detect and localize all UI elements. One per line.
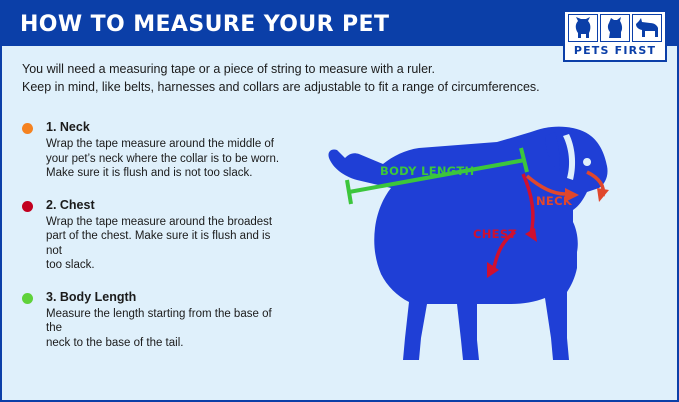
step-title: 3. Body Length — [46, 289, 137, 304]
step-desc-line: neck to the base of the tail. — [46, 336, 184, 349]
step-desc-line: too slack. — [46, 259, 95, 271]
intro-text — [22, 60, 642, 96]
step-title: 2. Chest — [46, 197, 95, 212]
step-bullet-body-length — [22, 293, 33, 304]
step-bullet-chest — [22, 201, 33, 212]
dog-diagram — [287, 102, 667, 392]
step-desc-line: Wrap the tape measure around the broadest — [46, 215, 273, 228]
step-bullet-neck — [22, 123, 33, 134]
cat-icon — [568, 14, 598, 42]
step-description — [46, 137, 280, 181]
step-desc-line: Wrap the tape measure around the middle of — [46, 138, 275, 150]
step-desc-line: your pet’s neck where the collar is to be worn. — [46, 152, 280, 165]
step-chest — [22, 198, 280, 273]
step-desc-line: Make sure it is flush and is not too slack. — [46, 167, 253, 179]
step-desc-line: part of the chest. Make sure it is flush and is not — [46, 230, 271, 257]
step-description — [46, 215, 280, 273]
step-body-length — [22, 290, 280, 351]
dog-standing-icon — [632, 14, 662, 42]
dog-sitting-icon — [600, 14, 630, 42]
label-neck: NECK — [536, 194, 573, 208]
brand-logo — [563, 10, 667, 62]
intro-line-2: Keep in mind, like belts, harnesses and collars are adjustable to fit a range of circumferences. — [22, 80, 540, 94]
step-neck — [22, 120, 280, 181]
step-description — [46, 307, 280, 351]
label-body-length: BODY LENGTH — [380, 164, 475, 178]
step-title: 1. Neck — [46, 120, 90, 134]
label-chest: CHEST — [473, 227, 517, 241]
step-desc-line: Measure the length starting from the base of the — [46, 307, 272, 334]
steps-list — [22, 120, 280, 367]
page-title: HOW TO MEASURE YOUR PET — [20, 11, 390, 37]
intro-line-1: You will need a measuring tape or a piece of string to measure with a ruler. — [22, 62, 435, 76]
dog-silhouette-icon — [287, 102, 667, 392]
logo-text: PETS FIRST — [573, 44, 657, 57]
logo-animal-icons — [568, 14, 662, 42]
